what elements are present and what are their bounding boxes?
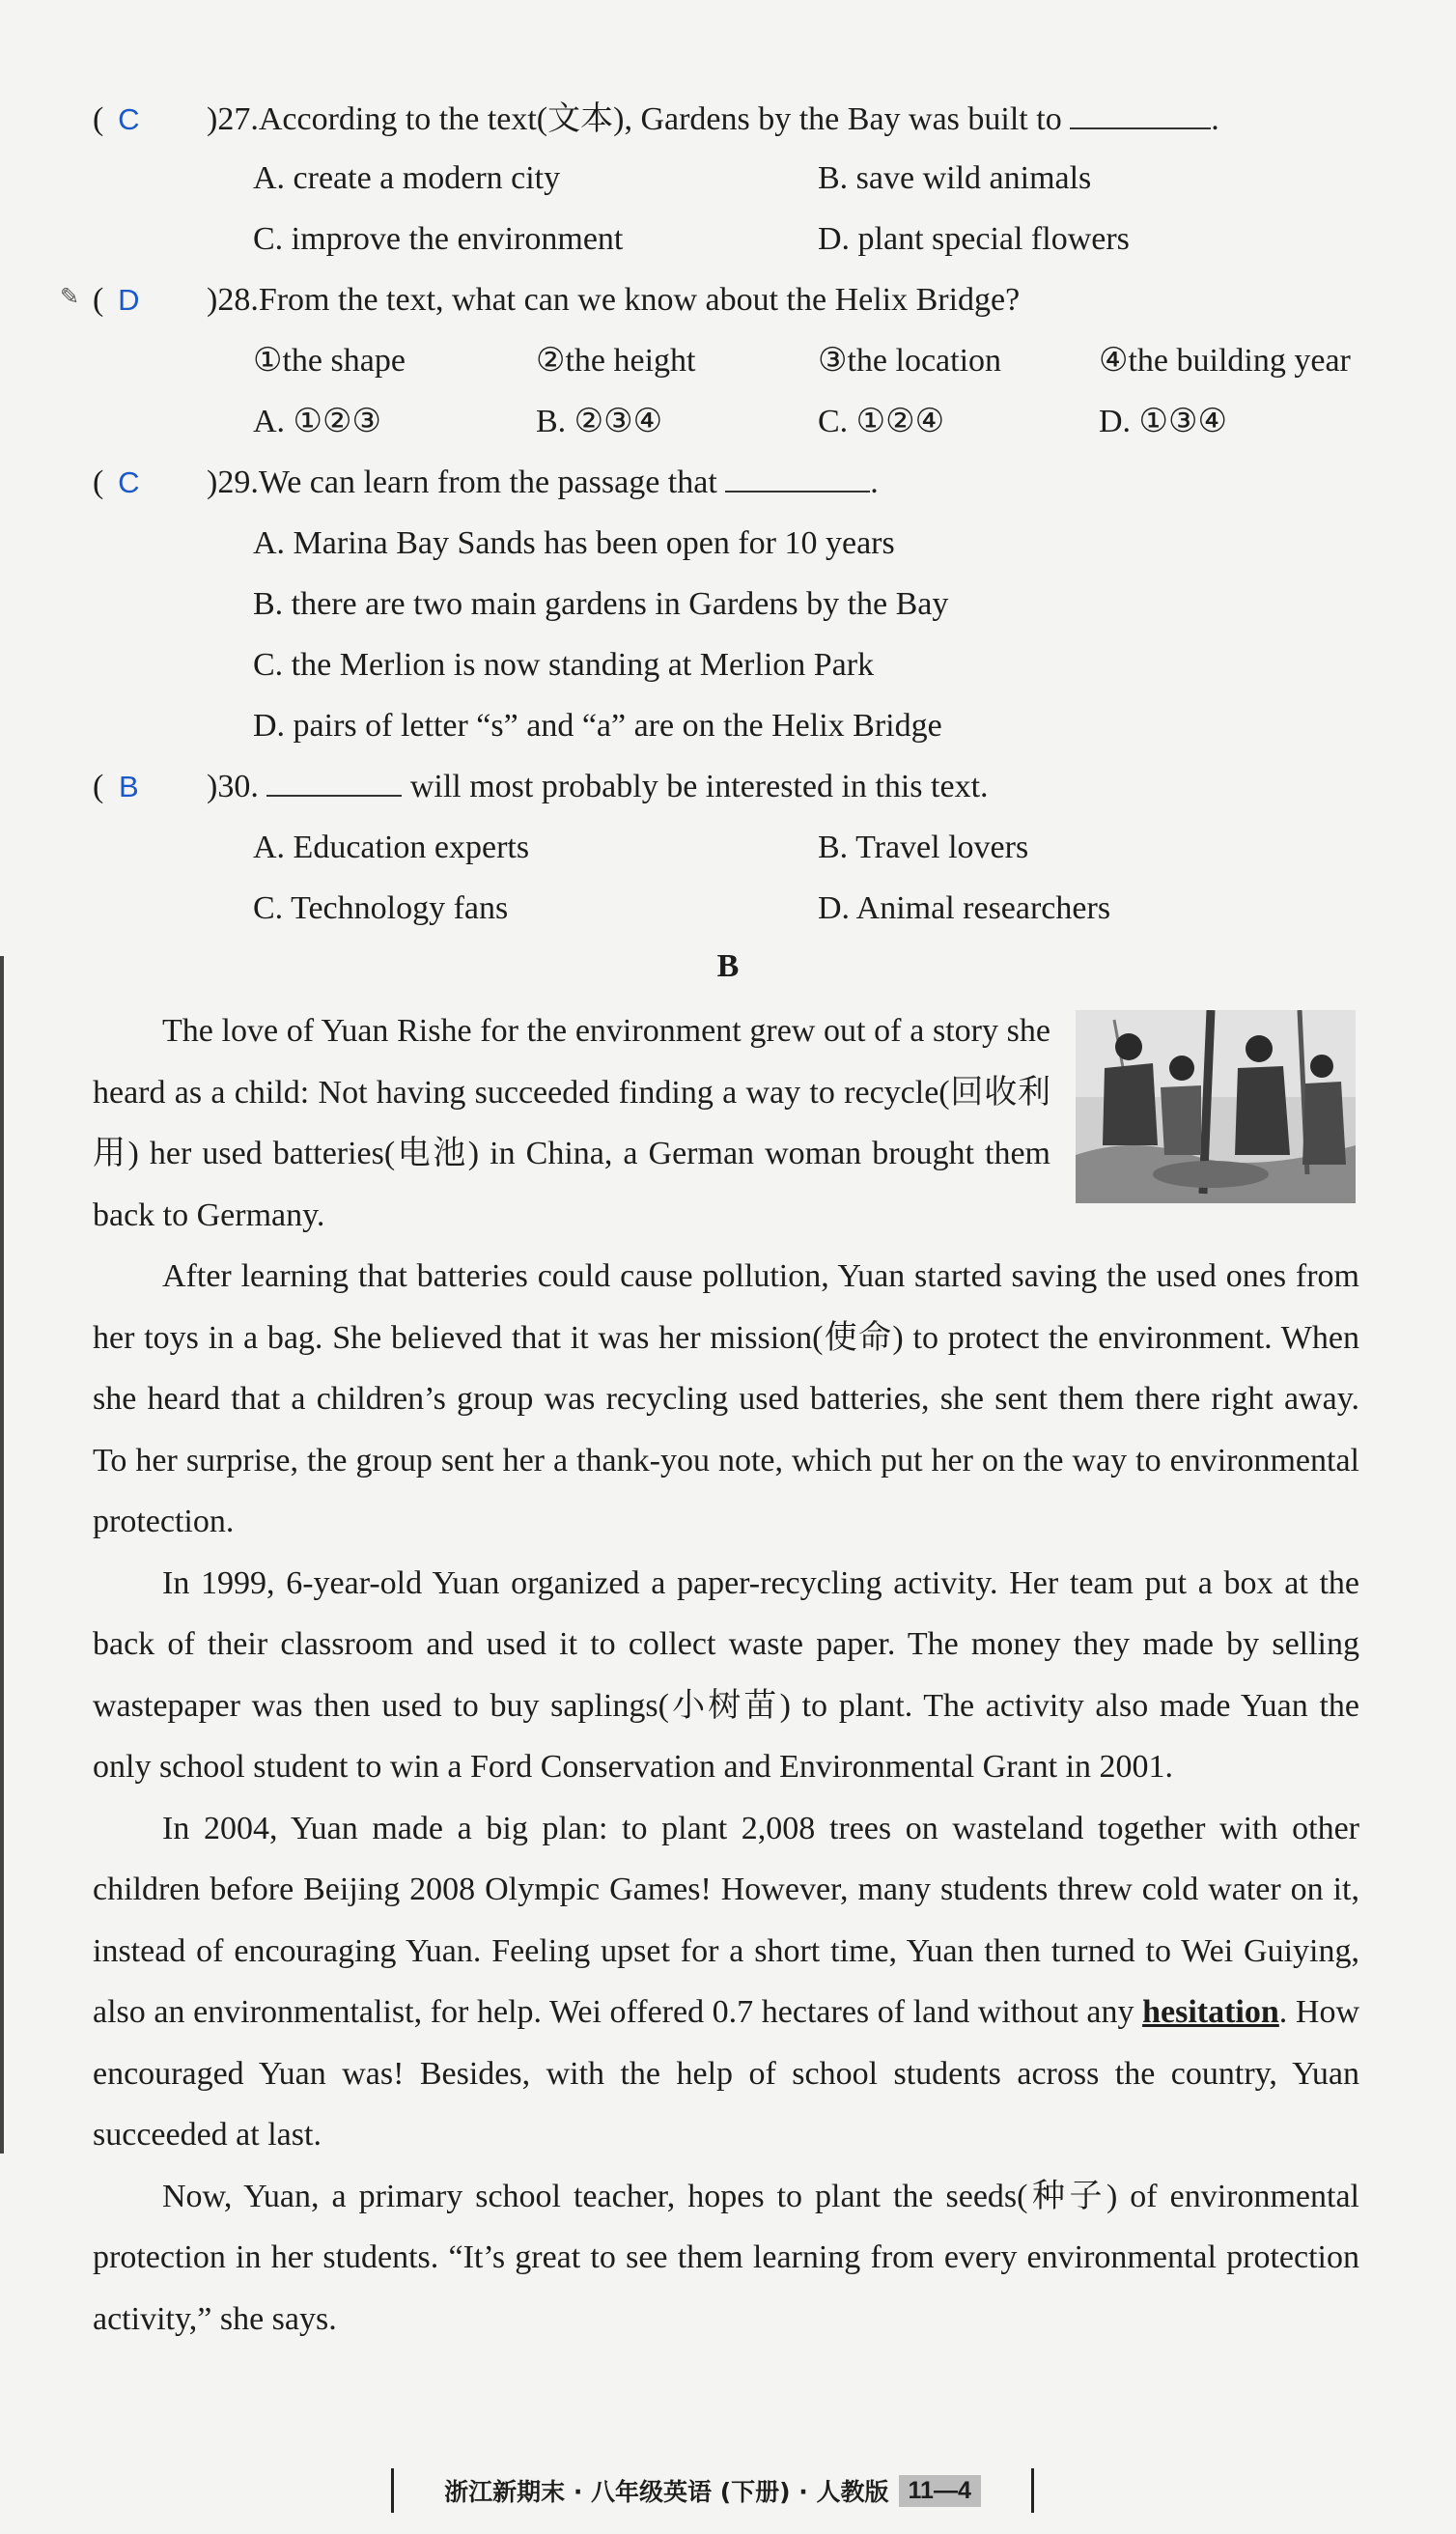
passage-paragraph-2: After learning that batteries could cause pollution, Yuan started saving the used ones from her toys in a bag. She believed that it was her mission(使命) to protect the environment. When she heard that a children’s group was recycling used batteries, she sent them there right away. To her surprise, the group sent her a thank-you note, which put her on the way to environmental protection. [93,1258,1359,1539]
answer-27: C [118,102,140,136]
section-title: B [716,948,740,984]
passage-paragraph-3: In 1999, 6-year-old Yuan organized a paper-recycling activity. Her team put a box at the back of their classroom and used it to collect waste paper. The money they made by selling wastepaper was then used to buy saplings(小树苗) to plant. The activity also made Yuan the only school student to win a Ford Conservation and Environmental Grant in 2001. [93,1564,1359,1785]
paragraph-text: . How encouraged Yuan was! Besides, with the help of school students across the country, Yuan succeeded at last. [93,1994,1360,2153]
option-27-c: C. improve the environment [253,221,624,257]
pen-mark-icon: ✎ [60,285,80,310]
question-stem: will most probably be interested in this text. [409,769,989,804]
question-30 [93,766,989,808]
option-28-a: A. ①②③ [253,404,381,439]
question-stem: According to the text(文本), Gardens by the Bay was built to [258,101,1062,137]
question-29 [93,462,879,504]
option-27-b: B. save wild animals [818,160,1092,196]
answer-30: B [118,770,139,803]
item-28-1: ①the shape [253,343,406,379]
question-27 [93,99,1219,141]
paragraph-text: In 2004, Yuan made a big plan: to plant 2,008 trees on wasteland together with other children before Beijing 2008 Olympic Games! However, many students threw cold water on it, instead of encouraging Yuan. Feeling upset for a short time, Yuan then turned to Wei Guiying, also an environmentalist, for help. Wei offered 0.7 hectares of land without any [93,1810,1359,2030]
left-margin-bar [0,956,4,2154]
answer-blank [725,462,870,493]
answer-blank [266,766,402,797]
option-30-c: C. Technology fans [253,890,509,926]
passage-body [93,1246,1359,2350]
answer-29: C [118,465,140,499]
passage-paragraph-4 [93,1798,1359,2166]
option-29-b: B. there are two main gardens in Gardens by the Bay [253,586,949,622]
question-number: )28. [207,282,259,318]
option-28-d: D. ①③④ [1099,404,1227,439]
page-footer [391,2468,1034,2513]
question-number: )29. [207,465,259,500]
question-stem: From the text, what can we know about the Helix Bridge? [258,282,1021,318]
option-30-a: A. Education experts [253,830,530,865]
question-number: )27. [207,101,259,137]
passage-paragraph-1 [93,1000,1050,1246]
item-28-4: ④the building year [1099,343,1351,379]
question-stem: We can learn from the passage that [258,465,717,500]
stem-end: . [870,465,879,500]
item-28-3: ③the location [818,343,1002,379]
footer-title: 浙江新期末 · 八年级英语 (下册) · 人教版 [444,2478,889,2506]
question-number: )30. [207,769,259,804]
option-27-d: D. plant special flowers [818,221,1130,257]
option-30-b: B. Travel lovers [818,830,1029,865]
option-28-b: B. ②③④ [536,404,663,439]
option-29-c: C. the Merlion is now standing at Merlion Park [253,647,875,683]
answer-paren: ( B [93,766,207,808]
item-28-2: ②the height [536,343,696,379]
answer-paren: ( C [93,462,207,504]
question-28 [93,279,1020,322]
answer-blank [1070,99,1211,129]
paragraph-text: The love of Yuan Rishe for the environment grew out of a story she heard as a child: Not having succeeded finding a way to recycle(回收利用) her used batteries(电池) in China, a German woman brought them back to Germany. [93,1013,1050,1233]
answer-28: D [118,283,140,317]
option-28-c: C. ①②④ [818,404,945,439]
option-27-a: A. create a modern city [253,160,561,196]
answer-paren: ( C [93,99,207,141]
highlighted-word: hesitation [1142,1994,1279,2030]
option-29-d: D. pairs of letter “s” and “a” are on the Helix Bridge [253,708,942,744]
option-29-a: A. Marina Bay Sands has been open for 10 years [253,525,895,561]
passage-paragraph-5: Now, Yuan, a primary school teacher, hopes to plant the seeds(种子) of environmental protection in her students. “It’s great to see them learning from every environmental protection activity,” she says. [93,2178,1359,2337]
page-number: 11—4 [899,2475,981,2507]
answer-paren: ( D [93,279,207,322]
option-30-d: D. Animal researchers [818,890,1111,926]
stem-end: . [1211,101,1219,137]
children-planting-tree-photo [1076,1010,1356,1203]
